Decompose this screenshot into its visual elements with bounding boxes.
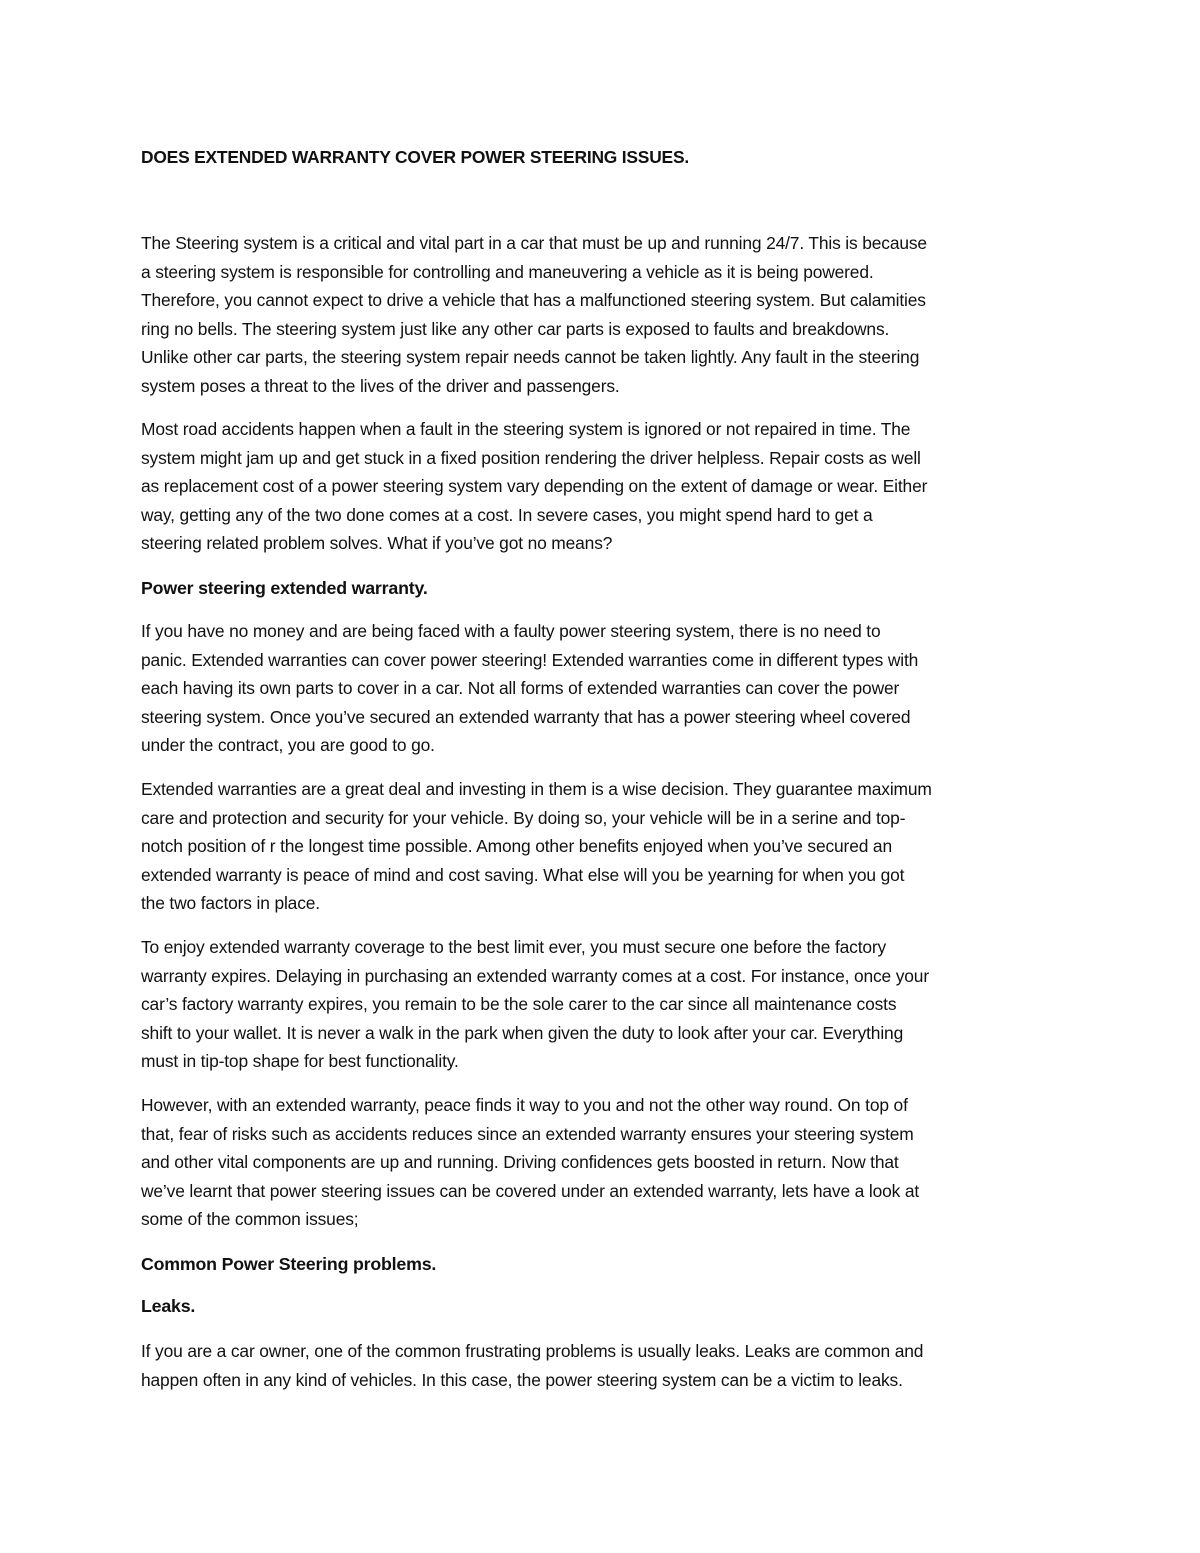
text-line: we’ve learnt that power steering issues can be covered under an extended warranty, lets have a look at xyxy=(141,1180,920,1201)
paragraph-intro xyxy=(141,229,1061,401)
section-heading-extended-warranty: Power steering extended warranty. xyxy=(141,578,428,598)
text-line: Most road accidents happen when a fault in the steering system is ignored or not repaired in time. The xyxy=(141,419,911,439)
section-heading-common-problems: Common Power Steering problems. xyxy=(141,1254,437,1274)
text-line: system poses a threat to the lives of the driver and passengers. xyxy=(141,375,620,396)
text-line: a steering system is responsible for controlling and maneuvering a vehicle as it is being powered. xyxy=(141,261,874,282)
text-line: If you are a car owner, one of the common frustrating problems is usually leaks. Leaks are common and xyxy=(141,1341,924,1361)
text-line: system might jam up and get stuck in a fixed position rendering the driver helpless. Repair costs as well xyxy=(141,447,921,468)
text-line: The Steering system is a critical and vital part in a car that must be up and running 24/7. This is because xyxy=(141,233,927,253)
text-line: Therefore, you cannot expect to drive a vehicle that has a malfunctioned steering system. But calamities xyxy=(141,290,926,311)
paragraph-no-money xyxy=(141,617,1061,760)
text-line: notch position of r the longest time possible. Among other benefits enjoyed when you’ve secured an xyxy=(141,836,892,857)
text-line: some of the common issues; xyxy=(141,1209,359,1230)
text-line: shift to your wallet. It is never a walk in the park when given the duty to look after your car. Everything xyxy=(141,1022,904,1043)
section-heading-leaks: Leaks. xyxy=(141,1296,196,1316)
paragraph-peace xyxy=(141,1091,1061,1234)
text-line: and other vital components are up and running. Driving confidences gets boosted in return. Now that xyxy=(141,1152,899,1173)
paragraph-accidents xyxy=(141,415,1061,558)
paragraph-leaks xyxy=(141,1337,1061,1394)
text-line: must in tip-top shape for best functionality. xyxy=(141,1051,459,1072)
paragraph-great-deal xyxy=(141,775,1061,918)
text-line: panic. Extended warranties can cover power steering! Extended warranties come in different types with xyxy=(141,649,919,670)
paragraph-coverage xyxy=(141,933,1061,1076)
text-line: way, getting any of the two done comes at a cost. In severe cases, you might spend hard to get a xyxy=(141,504,873,525)
text-line: If you have no money and are being faced with a faulty power steering system, there is no need to xyxy=(141,621,881,641)
document-title: DOES EXTENDED WARRANTY COVER POWER STEERING ISSUES. xyxy=(141,147,689,167)
text-line: extended warranty is peace of mind and cost saving. What else will you be yearning for when you got xyxy=(141,864,905,885)
text-line: To enjoy extended warranty coverage to the best limit ever, you must secure one before the factory xyxy=(141,937,887,957)
text-line: care and protection and security for your vehicle. By doing so, your vehicle will be in a serine and top- xyxy=(141,807,906,828)
text-line: Extended warranties are a great deal and investing in them is a wise decision. They guarantee maximum xyxy=(141,779,932,799)
text-line: under the contract, you are good to go. xyxy=(141,735,435,756)
text-line: warranty expires. Delaying in purchasing an extended warranty comes at a cost. For instance, once your xyxy=(141,965,929,986)
text-line: the two factors in place. xyxy=(141,893,320,914)
text-line: ring no bells. The steering system just like any other car parts is exposed to faults and breakdowns. xyxy=(141,318,890,339)
text-line: each having its own parts to cover in a car. Not all forms of extended warranties can cover the power xyxy=(141,678,900,699)
text-line: car’s factory warranty expires, you remain to be the sole carer to the car since all maintenance costs xyxy=(141,994,897,1015)
text-line: steering system. Once you’ve secured an extended warranty that has a power steering wheel covered xyxy=(141,706,911,727)
text-line: steering related problem solves. What if you’ve got no means? xyxy=(141,533,613,554)
text-line: as replacement cost of a power steering system vary depending on the extent of damage or wear. Either xyxy=(141,476,928,497)
text-line: However, with an extended warranty, peace finds it way to you and not the other way round. On top of xyxy=(141,1095,908,1115)
text-line: that, fear of risks such as accidents reduces since an extended warranty ensures your steering system xyxy=(141,1123,914,1144)
text-line: Unlike other car parts, the steering system repair needs cannot be taken lightly. Any fault in the steering xyxy=(141,347,920,368)
text-line: happen often in any kind of vehicles. In this case, the power steering system can be a victim to leaks. xyxy=(141,1369,903,1390)
